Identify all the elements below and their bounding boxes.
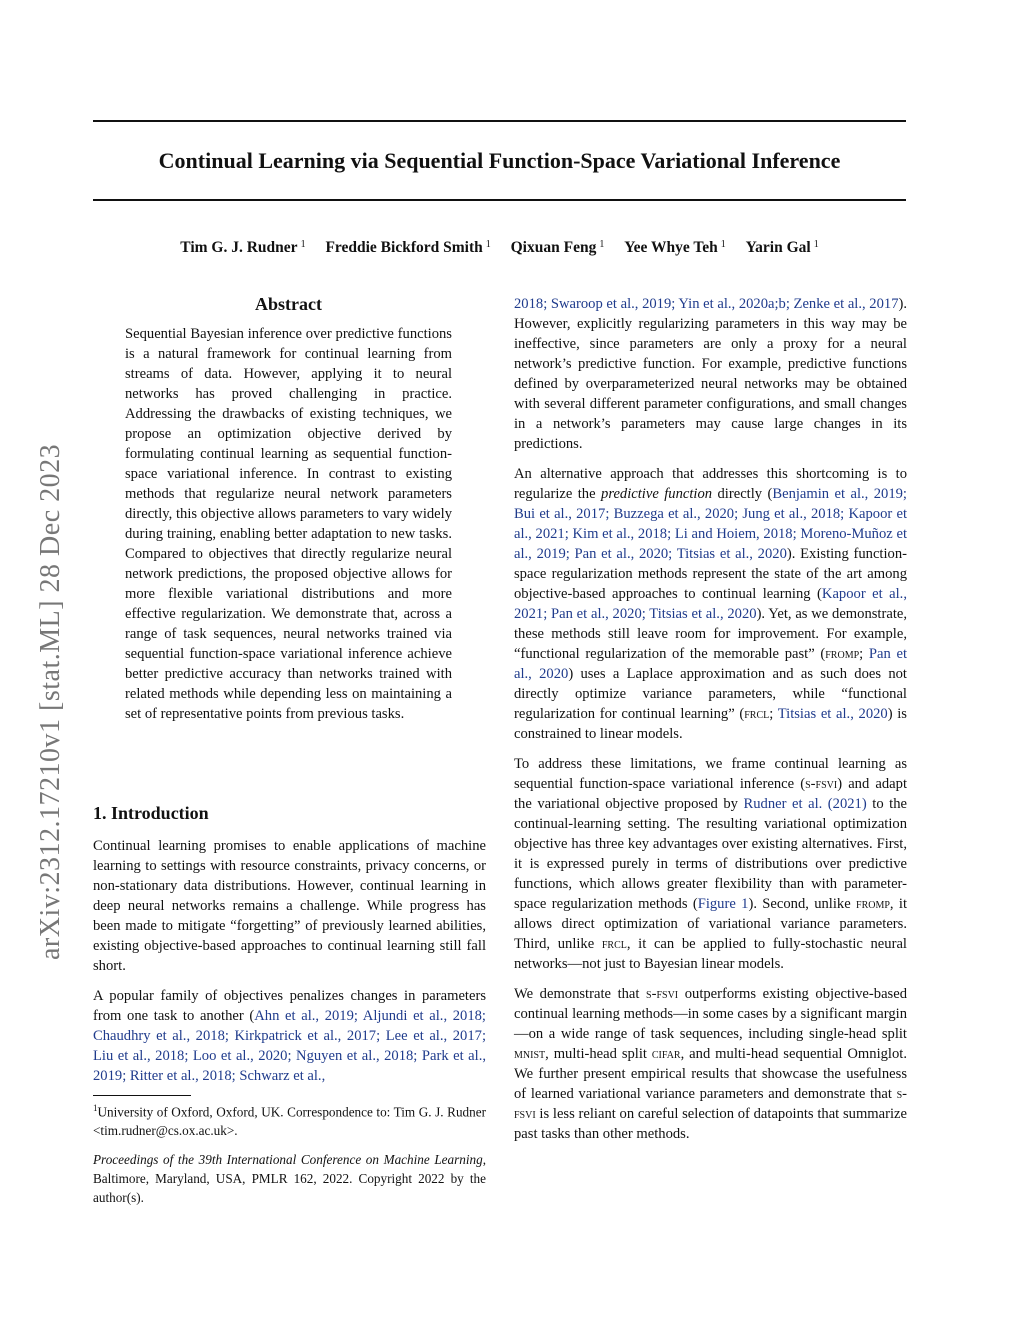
left-column [93, 836, 486, 1096]
abstract-body: Sequential Bayesian inference over predictive functions is a natural framework for continual learning from streams of data. However, applying it to neural networks has proved challenging in practice. Addressing the drawbacks of existing techniques, we propose an optimization objective derived by formulating continual learning as sequential function-space variational inference. In contrast to existing methods that regularize neural network parameters directly, this objective allows parameters to vary widely during training, enabling better adaptation to new tasks. Compared to objectives that directly regularize neural network predictions, the proposed objective allows for more flexible variational distributions and more effective regularization. We demonstrate that, across a range of task sequences, neural networks trained via sequential function-space variational inference achieve better predictive accuracy than networks trained with related methods while depending less on maintaining a set of representative points from previous tasks. [125, 326, 452, 722]
citation-link[interactable]: Titsias et al., 2020 [777, 706, 888, 722]
citation-link[interactable]: Pan et al., 2020 [514, 646, 908, 682]
author: Qixuan Feng $^1$ [510, 239, 605, 256]
title-rule-bottom [93, 199, 906, 201]
footnotes [93, 1099, 486, 1217]
intro-paragraph-1: Continual learning promises to enable applications of machine learning to settings with resource constraints, privacy concerns, or non-stationary data distributions. However, continual learning in deep neural networks remains a challenge. While progress has been made to mitigate “forgetting” of previously learned abilities, existing objective-based approaches to continual learning still fall short. [93, 838, 486, 974]
intro-paragraph-3: 2018; Swaroop et al., 2019; Yin et al., 2020a;b; Zenke et al., 2017). However, explicitly regularizing parameters in this way may be ineffective, since parameters are only a proxy for a neural network’s predictive function. For example, predictive functions defined by overparameterized neural networks may be obtained with several different parameter configurations, and small changes in a network’s parameters may cause large changes in its predictions. [514, 296, 908, 452]
intro-paragraph-6: We demonstrate that s-fsvi outperforms existing objective-based continual learning methods—in some cases by a significant margin—on a wide range of task sequences, including single-head split mnist, multi-head split cifar, and multi-head sequential Omniglot. We further present empirical results that showcase the usefulness of learned variational variance parameters and demonstrate that s-fsvi is less reliant on careful selection of datapoints that summarize past tasks than other methods. [514, 986, 907, 1142]
introduction-heading: 1. Introduction [93, 803, 209, 823]
citation-link[interactable]: Benjamin et al., 2019; Bui et al., 2017; Buzzega et al., 2020; Jung et al., 2018; Kapoor et al., 2021; Kim et al., 2018; Li and Hoiem, 2018; Moreno-Muñoz et al., 2019; Pan et al., 2020; Titsias et al., 2020 [514, 486, 907, 562]
author: Freddie Bickford Smith $^1$ [325, 239, 491, 256]
citation-link[interactable]: Rudner et al. (2021) [743, 796, 867, 812]
citation-link[interactable]: Ahn et al., 2019; Aljundi et al., 2018; Chaudhry et al., 2018; Kirkpatrick et al., 2017; Lee et al., 2017; Liu et al., 2018; Loo et al., 2020; Nguyen et al., 2018; Park et al., 2019; Ritter et al., 2018; Schwarz et al., [93, 1008, 486, 1084]
right-column [514, 294, 907, 1154]
author: Yee Whye Teh $^1$ [624, 239, 726, 256]
figure-link[interactable]: Figure 1 [697, 896, 749, 912]
author-list [93, 234, 906, 259]
title-rule-top [93, 120, 906, 122]
citation-link[interactable]: Kapoor et al., 2021; Pan et al., 2020; Titsias et al., 2020 [514, 586, 907, 622]
author: Tim G. J. Rudner $^1$ [180, 239, 306, 256]
paper-title: Continual Learning via Sequential Function-Space Variational Inference [158, 148, 841, 173]
intro-paragraph-4: An alternative approach that addresses this shortcoming is to regularize the predictive function directly (Benjamin et al., 2019; Bui et al., 2017; Buzzega et al., 2020; Jung et al., 2018; Kapoor et al., 2021; Kim et al., 2018; Li and Hoiem, 2018; Moreno-Muñoz et al., 2019; Pan et al., 2020; Titsias et al., 2020). Existing function-space regularization methods represent the state of the art among objective-based approaches to continual learning (Kapoor et al., 2021; Pan et al., 2020; Titsias et al., 2020). Yet, as we demonstrate, these methods still leave room for improvement. For example, “functional regularization of the memorable past” (fromp; Pan et al., 2020) uses a Laplace approximation and as such does not directly optimize variance parameters, while “functional regularization for continual learning” (frcl; Titsias et al., 2020) is constrained to linear models. [514, 466, 908, 742]
footnote-rule [93, 1095, 191, 1096]
citation-link[interactable]: 2018; Swaroop et al., 2019; Yin et al., 2020a;b; Zenke et al., 2017 [514, 296, 899, 312]
arxiv-identifier: arXiv:2312.17210v1 [stat.ML] 28 Dec 2023 [35, 443, 66, 960]
intro-paragraph-5: To address these limitations, we frame continual learning as sequential function-space variational inference (s-fsvi) and adapt the variational objective proposed by Rudner et al. (2021) to the continual-learning setting. The resulting variational optimization objective has three key advantages over existing alternatives. First, it is expressed purely in terms of distributions over predictive functions, which allows greater flexibility than with parameter-space regularization methods (Figure 1). Second, unlike fromp, it allows direct optimization of variational variance parameters. Third, unlike frcl, it can be applied to fully-stochastic neural networks—not just to Bayesian linear models. [514, 756, 907, 972]
proceedings-note: Proceedings of the 39th International Conference on Machine Learning, Baltimore, Maryland, USA, PMLR 162, 2022. Copyright 2022 by the author(s). [93, 1152, 486, 1206]
affiliation-footnote: $^1$University of Oxford, Oxford, UK. Correspondence to: Tim G. J. Rudner <tim.rudner@cs.ox.ac.uk>. [93, 1103, 486, 1139]
abstract-heading: Abstract [255, 294, 322, 314]
author: Yarin Gal $^1$ [745, 239, 819, 256]
intro-paragraph-2: A popular family of objectives penalizes changes in parameters from one task to another (Ahn et al., 2019; Aljundi et al., 2018; Chaudhry et al., 2018; Kirkpatrick et al., 2017; Lee et al., 2017; Liu et al., 2018; Loo et al., 2020; Nguyen et al., 2018; Park et al., 2019; Ritter et al., 2018; Schwarz et al., [93, 988, 486, 1084]
